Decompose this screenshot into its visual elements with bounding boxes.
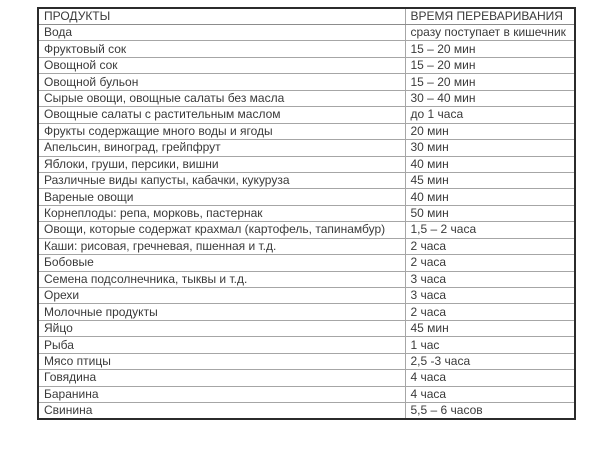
table-row — [38, 271, 575, 287]
table-row — [38, 156, 575, 172]
table-row — [38, 238, 575, 254]
time-cell: 2 часа — [405, 238, 575, 254]
table-row — [38, 370, 575, 386]
product-cell: Фруктовый сок — [38, 41, 405, 57]
time-cell: 30 мин — [405, 140, 575, 156]
table-row — [38, 74, 575, 90]
column-header-products: ПРОДУКТЫ — [38, 8, 405, 25]
time-cell: 1 час — [405, 337, 575, 353]
product-cell: Молочные продукты — [38, 304, 405, 320]
table-row — [38, 288, 575, 304]
product-cell: Вода — [38, 25, 405, 41]
time-cell: 1,5 – 2 часа — [405, 222, 575, 238]
time-cell: 45 мин — [405, 172, 575, 188]
product-cell: Апельсин, виноград, грейпфрут — [38, 140, 405, 156]
header-row — [38, 8, 575, 25]
product-cell: Семена подсолнечника, тыквы и т.д. — [38, 271, 405, 287]
time-cell: 2 часа — [405, 255, 575, 271]
table-row — [38, 41, 575, 57]
time-cell: 40 мин — [405, 156, 575, 172]
table-row — [38, 123, 575, 139]
product-cell: Корнеплоды: репа, морковь, пастернак — [38, 205, 405, 221]
time-cell: 3 часа — [405, 288, 575, 304]
product-cell: Различные виды капусты, кабачки, кукуруза — [38, 172, 405, 188]
product-cell: Фрукты содержащие много воды и ягоды — [38, 123, 405, 139]
product-cell: Рыба — [38, 337, 405, 353]
time-cell: 15 – 20 мин — [405, 41, 575, 57]
product-cell: Овощной сок — [38, 57, 405, 73]
table-row — [38, 304, 575, 320]
product-cell: Вареные овощи — [38, 189, 405, 205]
product-cell: Каши: рисовая, гречневая, пшенная и т.д. — [38, 238, 405, 254]
table-row — [38, 57, 575, 73]
time-cell: 45 мин — [405, 320, 575, 336]
time-cell: 50 мин — [405, 205, 575, 221]
time-cell: 4 часа — [405, 370, 575, 386]
table-row — [38, 172, 575, 188]
table-body — [38, 25, 575, 420]
table-row — [38, 353, 575, 369]
table-row — [38, 107, 575, 123]
time-cell: 4 часа — [405, 386, 575, 402]
table-row — [38, 140, 575, 156]
time-cell: 20 мин — [405, 123, 575, 139]
table-row — [38, 90, 575, 106]
time-cell: до 1 часа — [405, 107, 575, 123]
product-cell: Мясо птицы — [38, 353, 405, 369]
product-cell: Баранина — [38, 386, 405, 402]
table-row — [38, 205, 575, 221]
time-cell: сразу поступает в кишечник — [405, 25, 575, 41]
time-cell: 3 часа — [405, 271, 575, 287]
table-row — [38, 255, 575, 271]
column-header-digestion-time: ВРЕМЯ ПЕРЕВАРИВАНИЯ — [405, 8, 575, 25]
product-cell: Овощи, которые содержат крахмал (картофель, тапинамбур) — [38, 222, 405, 238]
table-row — [38, 222, 575, 238]
product-cell: Бобовые — [38, 255, 405, 271]
table-row — [38, 189, 575, 205]
product-cell: Овощной бульон — [38, 74, 405, 90]
product-cell: Говядина — [38, 370, 405, 386]
product-cell: Сырые овощи, овощные салаты без масла — [38, 90, 405, 106]
table-row — [38, 386, 575, 402]
product-cell: Свинина — [38, 403, 405, 420]
table-row — [38, 403, 575, 420]
time-cell: 2 часа — [405, 304, 575, 320]
product-cell: Яблоки, груши, персики, вишни — [38, 156, 405, 172]
table-row — [38, 320, 575, 336]
table-row — [38, 337, 575, 353]
time-cell: 2,5 -3 часа — [405, 353, 575, 369]
time-cell: 15 – 20 мин — [405, 74, 575, 90]
time-cell: 15 – 20 мин — [405, 57, 575, 73]
product-cell: Орехи — [38, 288, 405, 304]
time-cell: 40 мин — [405, 189, 575, 205]
time-cell: 30 – 40 мин — [405, 90, 575, 106]
product-cell: Овощные салаты с растительным маслом — [38, 107, 405, 123]
table-row — [38, 25, 575, 41]
digestion-table — [37, 7, 576, 420]
product-cell: Яйцо — [38, 320, 405, 336]
time-cell: 5,5 – 6 часов — [405, 403, 575, 420]
